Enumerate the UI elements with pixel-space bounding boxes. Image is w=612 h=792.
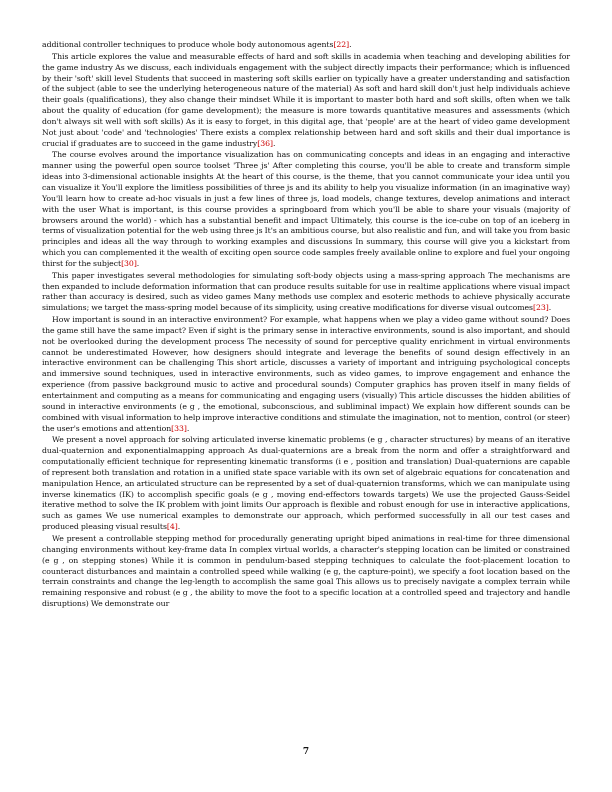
paragraph-4 [42, 271, 570, 314]
paragraph-4-text: This paper investigates several methodologies for simulating soft-body objects using a mass-spring approach The mechanisms are then expanded to include deformation information that can produce results suitable for use in realtime applications where visual impact rather than accuracy is desired, such as video games Many methods use complex and esoteric methods to achieve physically accurate simulations; we target the mass-spring model because of its simplicity, using creative modifications for diverse visual outcomes [42, 270, 570, 313]
paragraph-6-text: We present a novel approach for solving articulated inverse kinematic problems (e g , character structures) by means of an iterative dual-quaternion and exponentialmapping approach As dual-quaternions are a break from the norm and offer a straightforward and computationally efficient technique for representing kinematic transforms (i e , position and translation) Dual-quaternions are capable of represent both translation and rotation in a unified state space variable with its own set of algebraic equations for concatenation and manipulation Hence, an articulated structure can be represented by a set of dual-quaternion transforms, which we can manipulate using inverse kinematics (IK) to accomplish specific goals (e g , moving end-effectors towards targets) We use the projected Gauss-Seidel iterative method to solve the IK problem with joint limits Our approach is flexible and robust enough for use in interactive applications, such as games We use numerical examples to demonstrate our approach, which performed successfully in all our test cases and produced pleasing visual results [42, 435, 570, 532]
paragraph-5-text: How important is sound in an interactive environment? For example, what happens when we play a video game without sound? Does the game still have the same impact? Even if sight is the primary sense in interactive environments, sound is also important, and should not be overlooked during the development process The necessity of sound for perceptive quality enrichment in virtual environments cannot be underestimated However, how designers should integrate and leverage the benefits of sound design effectively in an interactive environment can be challenging This short article, discusses a variety of important and intriguing psychological concepts and immersive sound techniques, used in interactive environments, such as video games, to improve engagement and enhance the experience (from passive background music to active and procedural sounds) Computer graphics has proven itself in many fields of entertainment and computing as a means for communicating and engaging users (visually) This article discusses the hidden abilities of sound in interactive environments (e g , the emotional, subconscious, and subliminal impact) We explain how different sounds can be combined with visual information to help improve interactive conditions and stimulate the imagination, not to mention, control (or steer) the user's emotions and attention [42, 315, 570, 433]
paragraph-3-text: The course evolves around the importance visualization has on communicating concepts and ideas in an engaging and interactive manner using the powerful open source toolset 'Three js' After completing this course, you'll be able to create and transform simple ideas into 3-dimensional actionable insights At the heart of this course, is the theme, that you cannot communicate your idea until you can visualize it You'll explore the limitless possibilities of three js and its ability to help you visualize information (in an imaginative way) You'll learn how to create ad-hoc visuals in just a few lines of three js, load models, change textures, develop animations and interact with the user What is important, is this course provides a springboard from which you'll be able to share your visuals (majority of browsers around the world) - which has a substantial benefit and impact Ultimately, this course is the ice-cube on top of an iceberg in terms of visualization potential for the web using three js It's an ambitious course, but also realistic and fun, and will take you from basic principles and ideas all the way through to working examples and discussions In summary, this course will give you a kickstart from which you can complemented it the wealth of exciting open source code samples freely available online to explore and fuel your ongoing thirst for the subject [42, 150, 570, 268]
citation-4[interactable]: [4] [166, 522, 178, 532]
paragraph-3-end: . [136, 258, 140, 268]
paragraph-3 [42, 150, 570, 269]
citation-30[interactable]: [30] [121, 258, 137, 268]
paragraph-1 [42, 40, 570, 51]
paragraph-2-text: This article explores the value and measurable effects of hard and soft skills in academia when teaching and developing abilities for the game industry As we discuss, each individuals engagement with the subject directly impacts their performance; which is influenced by their 'soft' skill level Students that succeed in mastering soft skills earlier on typically have a greater understanding and satisfaction of the subject (able to see the underlying heterogeneous nature of the material) As soft and hard skill don't just help individuals achieve their goals (qualifications), they also change their mindset While it is important to master both hard and soft skills, often when we talk about the quality of education (for game development); the measure is more towards quantitative measures and assessments (which don't always sit well with soft skills) As it is easy to forget, in this digital age, that 'people' are at the heart of video game development Not just about 'code' and 'technologies' There exists a complex relationship between hard and soft skills and their dual importance is crucial if graduates are to succeed in the game industry [42, 51, 570, 148]
paragraph-7-text: We present a controllable stepping method for procedurally generating upright biped animations in real-time for three dimensional changing environments without key-frame data In complex virtual worlds, a character's stepping location can be limited or constrained (e g , on stepping stones) While it is common in pendulum-based stepping techniques to calculate the foot-placement location to counteract disturbances and maintain a controlled speed while walking (e g, the capture-point), we specify a foot location based on the terrain constraints and change the leg-length to accomplish the same goal This allows us to precisely navigate a complex terrain while remaining responsive and robust (e g , the ability to move the foot to a specific location at a controlled speed and trajectory and handle disruptions) We demonstrate our [42, 533, 570, 609]
paragraph-7 [42, 534, 570, 610]
citation-33[interactable]: [33] [171, 423, 187, 433]
paragraph-6-end: . [177, 522, 181, 532]
citation-23[interactable]: [23] [533, 303, 549, 313]
page-number: 7 [302, 747, 310, 757]
paragraph-5-end: . [186, 423, 190, 433]
paragraph-6 [42, 435, 570, 533]
citation-22[interactable]: [22] [333, 40, 350, 49]
paragraph-1-end: . [349, 40, 352, 49]
paragraph-2-end: . [272, 138, 276, 148]
paragraph-4-end: . [548, 303, 552, 313]
page-body [42, 40, 570, 611]
citation-36[interactable]: [36] [257, 138, 273, 148]
paragraph-2 [42, 52, 570, 150]
paragraph-5 [42, 315, 570, 434]
paragraph-1-text: additional controller techniques to produce whole body autonomous agents [42, 40, 334, 49]
